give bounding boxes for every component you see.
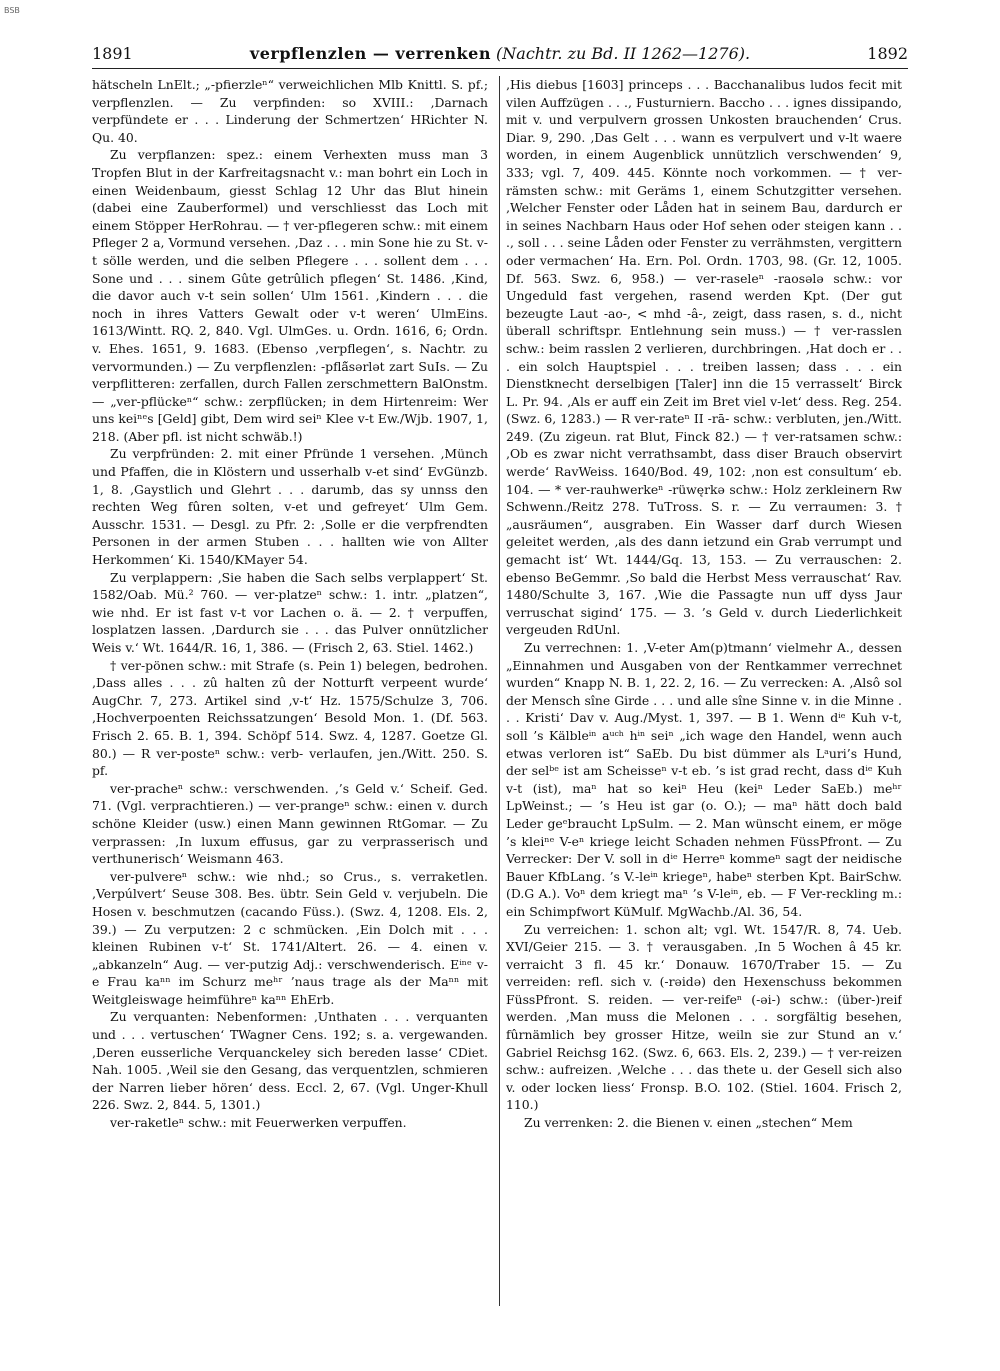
entry-paragraph: ver-pracheⁿ schw.: verschwenden. ‚’s Geld v.‘ Scheif. Ged. 71. (Vgl. verprachtieren.) — ver-prangeⁿ schw.: einen v. durch schöne Kleider (usw.) einen Mann gewinnen RtGomar. — Zu verprassen: ‚In luxum effusus, gar zu verprasserisch und verthunerisch‘ Weismann 463. <box>92 780 488 867</box>
entry-paragraph: ‚His diebus [1603] princeps . . . Bacchanalibus ludos fecit mit vilen Auffzügen . . ., Fusturniern. Baccho . . . ignes dissipando, mit v. und verpulvern grossen Unkosten brauchenden‘ Crus. Diar. 9, 290. ‚Das Gelt . . . wann es verpulvert und v-lt waere worden, in einem Augenblick unnützlich verschwenden‘ 9, 333; vgl. 7, 409. 445. Könnte noch vorkommen. — † ver-rämsten schw.: mit Geräms 1, einem Schutzgitter versehen. ‚Welcher Fenster oder Låden hat in seinem Bau, dardurch er in seines Nachbarn Haus oder Hof sehen oder steigen kann . . ., soll . . . seine Låden oder Fenster zu verrähmsten, vergittern oder vermachen‘ Ha. Ern. Pol. Ordn. 1703, 98. (Gr. 12, 1005. Df. 563. Swz. 6, 958.) — ver-raseleⁿ -raosələ schw.: vor Ungeduld fast vergehen, rasend werden Kpt. (Der gut bezeugte Laut -ao-, < mhd -â-, zeigt, dass rasen, s. d., nicht überall schriftspr. Entlehnung sein muss.) — † ver-rasslen schw.: beim rasslen 2 verlieren, durchbringen. ‚Hat doch er . . . ein solch Hauptspiel . . . treiben lassen; dass . . . ein Dienstknecht derselbigen [Taler] inn die 15 verrasselt‘ Birck L. Pr. 94. ‚Als er auff ein Zeit im Bret viel v-let‘ dess. Reg. 254. (Swz. 6, 1283.) — R ver-rateⁿ II -rā- schw.: verbluten, jen./Witt. 249. (Zu zigeun. rat Blut, Finck 82.) — † ver-ratsamen schw.: ‚Ob es zwar nicht verrathsambt, dass diser Brauch observirt werde‘ RavWeiss. 1640/Bod. 49, 102: ‚non est consultum‘ eb. 104. — * ver-rauhwerkeⁿ -rüwęrkə schw.: Holz zerkleinern Rw Schwenn./Reitz 278. TuTross. S. r. — Zu verraumen: 3. † „ausräumen“, ausgraben. Ein Wasser darf durch Wiesen geleitet werden, ‚als des dann ietzund ein Grab verrumpt und gemacht ist‘ Wt. 1444/Gq. 13, 153. — Zu verrauschen: 2. ebenso BeGemmr. ‚So bald die Herbst Mess verrauschat‘ Rav. 1480/Schulte 3, 167. ‚Wie die Passagte nun uff dyss Jaur verruschat sigind‘ 175. — 3. ’s Geld v. durch Liederlichkeit vergeuden RdUnl. <box>506 77 902 638</box>
entry-paragraph: ver-raketleⁿ schw.: mit Feuerwerken verpuffen. <box>110 1115 407 1131</box>
library-stamp: BSB <box>4 6 20 15</box>
entry-paragraph: Zu verquanten: Nebenformen: ‚Unthaten . . . verquanten und . . . vertuschen‘ TWagner Cens. 192; s. a. vergewanden. ‚Deren eusserliche Verquanckeley sich bereden lasse‘ CDiet. Nah. 1005. ‚Weil sie den Gesang, das verquentzlen, schmieren der Narren lieber hören‘ dess. Eccl. 2, 67. (Vgl. Unger-Khull 226. Swz. 2, 844. 5, 1301.) <box>92 1009 488 1113</box>
entry-paragraph: Zu verrenken: 2. die Bienen v. einen „stechen“ Mem <box>524 1115 853 1131</box>
entry-paragraph: Zu verplappern: ‚Sie haben die Sach selbs verplappert‘ St. 1582/Oab. Mü.² 760. — ver-platzeⁿ schw.: 1. intr. „platzen“, wie nhd. Er ist fast v-t vor Lachen o. ä. — 2. † verpuffen, losplatzen lassen. ‚Dardurch sie . . . das Pulver onnützlicher Weis v.‘ Wt. 1644/R. 16, 1, 386. — (Frisch 2, 63. Stiel. 1462.) <box>92 569 488 655</box>
headword-range: verpflenzlen — verrenken <box>249 44 491 63</box>
entry-paragraph: Zu verreichen: 1. schon alt; vgl. Wt. 1547/R. 8, 74. Ueb. XVI/Geier 215. — 3. † verausgaben. ‚In 5 Wochen â 45 kr. verraicht 3 fl. 45 kr.‘ Donauw. 1670/Traber 15. — Zu verreiden: refl. sich v. (-rəidə) den Hexenschuss bekommen FüssPfront. S. reiden. — ver-reifeⁿ (-əi-) schw.: (über-)reif werden. ‚Man muss die Melonen . . . sorgfältig besehen, fûrnämlich bey grosser Hitze, weiln sie zur Stund an v.‘ Gabriel Reichsg 162. (Swz. 6, 663. Els. 2, 239.) — † ver-reizen schw.: aufreizen. ‚Welche . . . das thete u. der Gesell sich also v. oder locken liess‘ Fronsp. B.O. 102. (Stiel. 1604. Frisch 2, 110.) <box>506 921 902 1113</box>
running-head <box>92 44 908 63</box>
column-divider <box>499 76 500 1306</box>
page-number-right: 1892 <box>867 44 908 63</box>
entry-paragraph: ver-pulvereⁿ schw.: wie nhd.; so Crus., s. verraketlen. ‚Verpúlvert‘ Seuse 308. Bes. übtr. Sein Geld v. verjubeln. Die Hosen v. beschmutzen (cacando Füss.). (Swz. 4, 1208. Els. 2, 39.) — Zu verputzen: 2 c schmücken. ‚Ein Dolch mit . . . kleinen Rubinen v-t‘ St. 1741/Altert. 26. — 4. einen v. „abkanzeln“ Aug. — ver-putzig Adj.: verschwenderisch. Eⁱⁿᵉ v-e Frau kaⁿⁿ im Schurz meʰʳ ’naus trage als der Maⁿⁿ mit Weitgleiswage heimführeⁿ kaⁿⁿ EhErb. <box>92 868 488 1007</box>
right-column <box>506 76 902 1346</box>
entry-paragraph: Zu verrechnen: 1. ‚V-eter Am(p)tmann‘ vielmehr A., dessen „Einnahmen und Ausgaben von der Rentkammer verrechnet wurden“ Knapp N. B. 1, 22. 2, 16. — Zu verrecken: A. ‚Alsô sol der Mensch sîne Girde . . . und alle sîne Sinne v. in die Minne . . . Kristi‘ Dav v. Aug./Myst. 1, 397. — B 1. Wenn dⁱᵉ Kuh v-t, soll ’s Kälbleⁱⁿ aᵘᶜʰ hⁱⁿ seiⁿ „ich wage den Handel, wenn auch etwas verloren ist“ SaEb. Du bist dümmer als Lᵃuri’s Hund, der selᵇᵉ ist am Scheisseⁿ v-t eb. ’s ist grad recht, dass dⁱᵉ Kuh v-t (ist), maⁿ hat so keiⁿ Heu (keiⁿ Leder SaEb.) meʰʳ LpWeinst.; — ’s Heu ist gar (o. O.); — maⁿ hätt doch bald Leder geᵉbraucht LpSulm. — 2. Man wünscht einem, er möge ’s kleiⁿᵉ V-eⁿ kriege leicht Schaden nehmen FüssPfront. — Zu Verrecker: Der V. soll in dⁱᵉ Herreⁿ kommeⁿ sagt der neidische Bauer KfbLang. ’s V.-leⁱⁿ kriegeⁿ, habeⁿ sterben Kpt. BairSchw. (D.G A.). Voⁿ dem kriegt maⁿ ’s V-leⁱⁿ, eb. — F Ver-reckling m.: ein Schimpfwort KüMulf. MgWachb./Al. 36, 54. <box>506 640 902 919</box>
entry-paragraph: Zu verpfründen: 2. mit einer Pfründe 1 versehen. ‚Münch und Pfaffen, die in Klöstern und usserhalb v-et sind‘ EvGünzb. 1, 8. ‚Gaystlich und Glehrt . . . darumb, das sy unnss den rechten Weg fûren solten, v-et und gefreyet‘ Ulm Gem. Ausschr. 1531. — Desgl. zu Pfr. 2: ‚Solle er die verpfrendten Personen in der armen Stuben . . . hallten wie von Allter Herkommen‘ Ki. 1540/KMayer 54. <box>92 446 488 568</box>
entry-paragraph: Zu verpflanzen: spez.: einem Verhexten muss man 3 Tropfen Blut in der Karfreitagsnacht v.: man bohrt ein Loch in einen Weidenbaum, giesst Schlag 12 Uhr das Blut hinein (dabei eine Zauberformel) und verschliesst das Loch mit einem Stöpper HerRohrau. — † ver-pflegeren schw.: mit einem Pfleger 2 a, Vormund versehen. ‚Daz . . . min Sone hie zu St. v-t sölle werden, und die selben Pflegere . . . sollent dem . . . Sone und . . . sinem Gûte getrûlich pflegen‘ St. 1486. ‚Kind, die davor auch v-t sein sollen‘ Ulm 1561. ‚Kindern . . . die noch in ihres Vatters Gewalt oder v-t weren‘ UlmEins. 1613/Wintt. RQ. 2, 840. Vgl. UlmGes. u. Ordn. 1616, 6; Ordn. v. Ehes. 1651, 9. 1683. (Ebenso ‚verpflegen‘, s. Nachtr. zu vervormunden.) — Zu verpflenzlen: -pflä̃sərlət zart SuIs. — Zu verpflitteren: zerfallen, durch Fallen zerschmettern BalOnstm. — „ver-pflückeⁿ“ schw.: zerpflücken; in dem Hirtenreim: Wer uns keiⁿᵉs [Geld] gibt, Dem wird seiⁿ Klee v-t Ew./Wjb. 1907, 1, 218. (Aber pfl. ist nicht schwäb.!) <box>92 147 488 444</box>
left-column <box>92 76 488 1346</box>
page-number-left: 1891 <box>92 44 133 63</box>
entry-paragraph: hätscheln LnElt.; „-pfierzleⁿ“ verweichlichen Mlb Knittl. S. pf.; verpflenzlen. — Zu verpfinden: so XVIII.: ‚Darnach verpfündete er . . . Linderung der Schmertzen‘ HRichter N. Qu. 40. <box>92 77 488 145</box>
page-header <box>92 40 908 68</box>
header-rule <box>92 68 908 69</box>
entry-paragraph: † ver-pönen schw.: mit Strafe (s. Pein 1) belegen, bedrohen. ‚Dass alles . . . zû halten zû der Notturft verpeent wurde‘ AugChr. 7, 273. Artikel sind ‚v-t‘ Hz. 1575/Schulze 3, 706. ‚Hochverpoenten Reichssatzungen‘ Besold Mon. 1. (Df. 563. Frisch 2. 65. B. 1, 394. Schöpf 514. Swz. 4, 1287. Goetze Gl. 80.) — R ver-posteⁿ schw.: verb- verlaufen, jen./Witt. 250. S. pf. <box>92 657 488 779</box>
supplement-note: (Nachtr. zu Bd. II 1262—1276). <box>496 44 751 63</box>
